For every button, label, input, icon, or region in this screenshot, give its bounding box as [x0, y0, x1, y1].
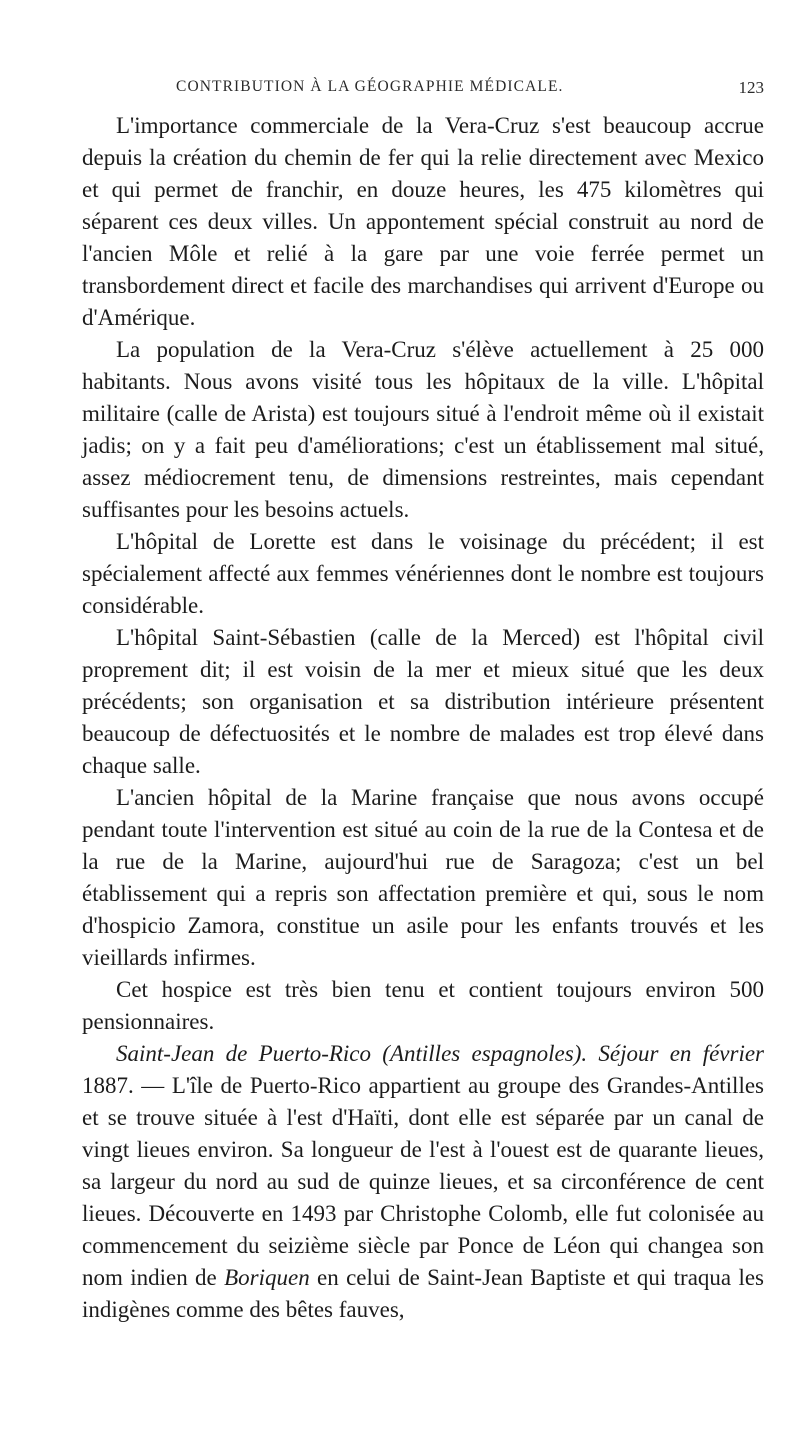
- section-native-name: Boriquen: [224, 1265, 310, 1290]
- section-place-title: Saint-Jean de Puerto-Rico: [116, 1041, 372, 1066]
- section-stay-label: Séjour en février: [598, 1041, 765, 1066]
- body-text: [82, 110, 764, 1326]
- page-header: [84, 78, 764, 100]
- running-title: CONTRIBUTION À LA GÉOGRAPHIE MÉDICALE.: [176, 78, 564, 95]
- section-text-part1: — L'île de Puerto-Rico appartient au groupe des Grandes-Antilles et se trouve située à l'est d'Haïti, dont elle est séparée par un canal de vingt lieues environ. Sa longueur de l'est à l'ouest est de quarante lieues, sa largeur du nord au sud de quinze lieues, et sa circonférence de cent lieues. Découverte en 1493 par Christophe Colomb, elle fut colonisée au commencement du seizième siècle par Ponce de Léon qui changea son nom indien de: [82, 1073, 764, 1290]
- page-number: 123: [738, 78, 764, 97]
- section-text-part2: en celui de Saint-Jean Baptiste et qui traqua les indigènes comme des bêtes fauves,: [82, 1265, 764, 1322]
- paragraph-saint-sebastien: L'hôpital Saint-Sébastien (calle de la Merced) est l'hôpital civil proprement dit; il est voisin de la mer et mieux situé que les deux précédents; son organisation et sa distribution intérieure présentent beaucoup de défectuosités et le nombre de malades est trop élevé dans chaque salle.: [82, 625, 764, 778]
- paragraph-marine-hospital: L'ancien hôpital de la Marine française que nous avons occupé pendant toute l'intervention est situé au coin de la rue de la Contesa et de la rue de la Marine, aujourd'hui rue de Saragoza; c'est un bel établissement qui a repris son affectation première et qui, sous le nom d'hospicio Zamora, constitue un asile pour les enfants trouvés et les vieillards infirmes.: [82, 785, 764, 970]
- paragraph-puerto-rico: [82, 1038, 764, 1326]
- paragraph-hospice: Cet hospice est très bien tenu et contient toujours environ 500 pensionnaires.: [82, 977, 764, 1034]
- section-place-subtitle: (Antilles espagnoles).: [382, 1041, 588, 1066]
- paragraph-population: La population de la Vera-Cruz s'élève actuellement à 25 000 habitants. Nous avons visité tous les hôpitaux de la ville. L'hôpital militaire (calle de Arista) est toujours situé à l'endroit même où il existait jadis; on y a fait peu d'améliorations; c'est un établissement mal situé, assez médiocrement tenu, de dimensions restreintes, mais cependant suffisantes pour les besoins actuels.: [82, 337, 764, 522]
- paragraph-commerce: L'importance commerciale de la Vera-Cruz s'est beaucoup accrue depuis la création du chemin de fer qui la relie directement avec Mexico et qui permet de franchir, en douze heures, les 475 kilomètres qui séparent ces deux villes. Un appontement spécial construit au nord de l'ancien Môle et relié à la gare par une voie ferrée permet un transbordement direct et facile des marchandises qui arrivent d'Europe ou d'Amérique.: [82, 113, 764, 330]
- section-year: 1887.: [82, 1073, 134, 1098]
- paragraph-lorette: L'hôpital de Lorette est dans le voisinage du précédent; il est spécialement affecté aux femmes vénériennes dont le nombre est toujours considérable.: [82, 529, 764, 618]
